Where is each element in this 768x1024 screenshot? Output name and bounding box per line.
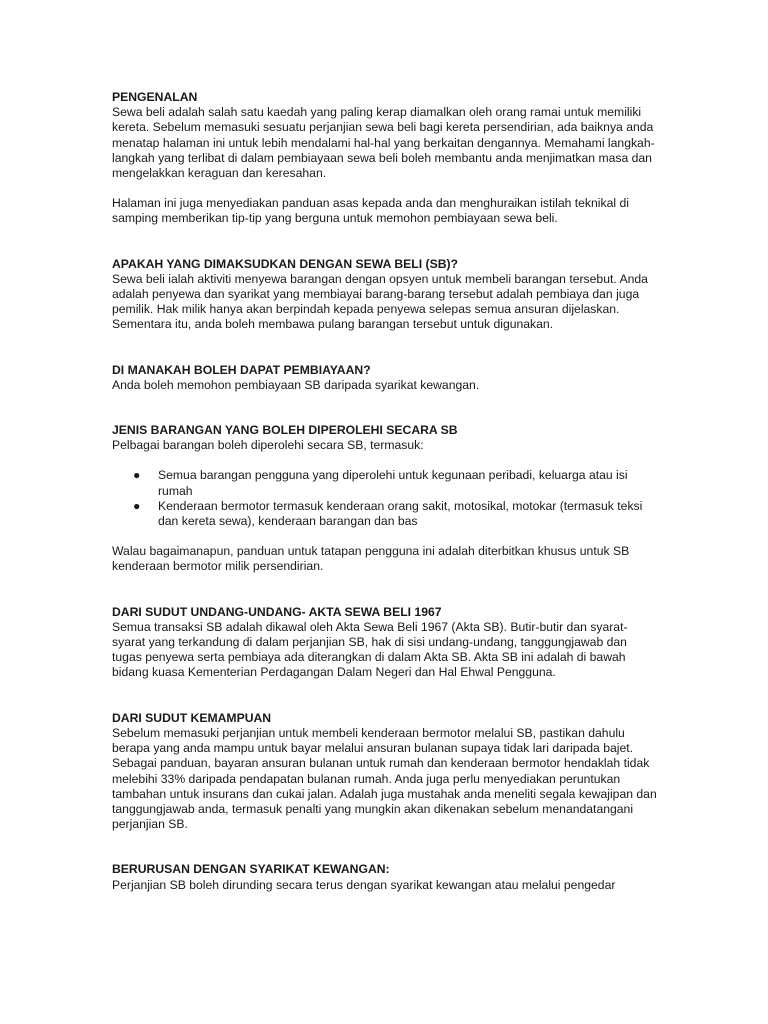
section-legal	[112, 605, 657, 681]
paragraph: Walau bagaimanapun, panduan untuk tatapan pengguna ini adalah diterbitkan khusus untuk SB kenderaan bermotor milik persendirian.	[112, 544, 630, 574]
list-item	[112, 499, 657, 529]
paragraph: Perjanjian SB boleh dirunding secara terus dengan syarikat kewangan atau melalui pengedar	[112, 877, 616, 892]
section-financing-source	[112, 363, 657, 393]
list-item-text: Semua barangan pengguna yang diperolehi untuk kegunaan peribadi, keluarga atau isi rumah	[158, 468, 628, 498]
section-finance-company	[112, 862, 657, 892]
paragraph: Halaman ini juga menyediakan panduan asas kepada anda dan menghuraikan istilah teknikal di samping memberikan tip-tip yang berguna untuk memohon pembiayaan sewa beli.	[112, 196, 629, 226]
paragraph: Sewa beli ialah aktiviti menyewa barangan dengan opsyen untuk membeli barangan tersebut. Anda adalah penyewa dan syarikat yang membiayai barang-barang tersebut adalah pembiaya dan juga pemilik. Hak milik hanya akan berpindah kepada penyewa selepas semua ansuran dijelaskan. Sementara itu, anda boleh membawa pulang barangan tersebut untuk digunakan.	[112, 271, 648, 332]
bullet-icon: ●	[133, 498, 141, 513]
paragraph: Semua transaksi SB adalah dikawal oleh Akta Sewa Beli 1967 (Akta SB). Butir-butir dan syarat-syarat yang terkandung di dalam perjanjian SB, hak di sisi undang-undang, tanggungjawab dan tugas penyewa serta pembiaya ada diterangkan di dalam Akta SB. Akta SB ini adalah di bawah bidang kuasa Kementerian Perdagangan Dalam Negeri dan Hal Ehwal Pengguna.	[112, 619, 628, 680]
section-pengenalan	[112, 90, 657, 227]
paragraph: Sewa beli adalah salah satu kaedah yang paling kerap diamalkan oleh orang ramai untuk memiliki kereta. Sebelum memasuki sesuatu perjanjian sewa beli bagi kereta persendirian, ada baiknya anda menatap halaman ini untuk lebih mendalami hal-hal yang berkaitan dengannya. Memahami langkah-langkah yang terlibat di dalam pembiayaan sewa beli boleh membantu anda menjimatkan masa dan mengelakkan keraguan dan keresahan.	[112, 105, 655, 181]
section-heading: BERURUSAN DENGAN SYARIKAT KEWANGAN:	[112, 862, 390, 877]
document-page	[112, 90, 657, 923]
section-heading: DI MANAKAH BOLEH DAPAT PEMBIAYAAN?	[112, 362, 371, 377]
section-goods-types	[112, 423, 657, 575]
paragraph: Sebelum memasuki perjanjian untuk membeli kenderaan bermotor melalui SB, pastikan dahulu berapa yang anda mampu untuk bayar melalui ansuran bulanan supaya tidak lari daripada bajet. Sebagai panduan, bayaran ansuran bulanan untuk rumah dan kenderaan bermotor hendaklah tidak melebihi 33% daripada pendapatan bulanan rumah. Anda juga perlu menyediakan peruntukan tambahan untuk insurans dan cukai jalan. Adalah juga mustahak anda meneliti segala kewajipan dan tanggungjawab anda, termasuk penalti yang mungkin akan dikenakan sebelum menandatangani perjanjian SB.	[112, 725, 657, 832]
list-item	[112, 468, 657, 498]
section-definition	[112, 257, 657, 333]
section-heading: PENGENALAN	[112, 90, 198, 104]
bullet-icon: ●	[133, 468, 141, 483]
section-affordability	[112, 711, 657, 833]
paragraph: Anda boleh memohon pembiayaan SB daripada syarikat kewangan.	[112, 377, 480, 392]
list-item-text: Kenderaan bermotor termasuk kenderaan orang sakit, motosikal, motokar (termasuk teksi dan kereta sewa), kenderaan barangan dan bas	[158, 498, 643, 529]
paragraph: Pelbagai barangan boleh diperolehi secara SB, termasuk:	[112, 438, 424, 453]
section-heading: JENIS BARANGAN YANG BOLEH DIPEROLEHI SECARA SB	[112, 423, 458, 438]
bullet-list	[112, 468, 657, 529]
section-heading: APAKAH YANG DIMAKSUDKAN DENGAN SEWA BELI (SB)?	[112, 256, 459, 271]
section-heading: DARI SUDUT KEMAMPUAN	[112, 710, 272, 725]
section-heading: DARI SUDUT UNDANG-UNDANG- AKTA SEWA BELI 1967	[112, 604, 442, 619]
